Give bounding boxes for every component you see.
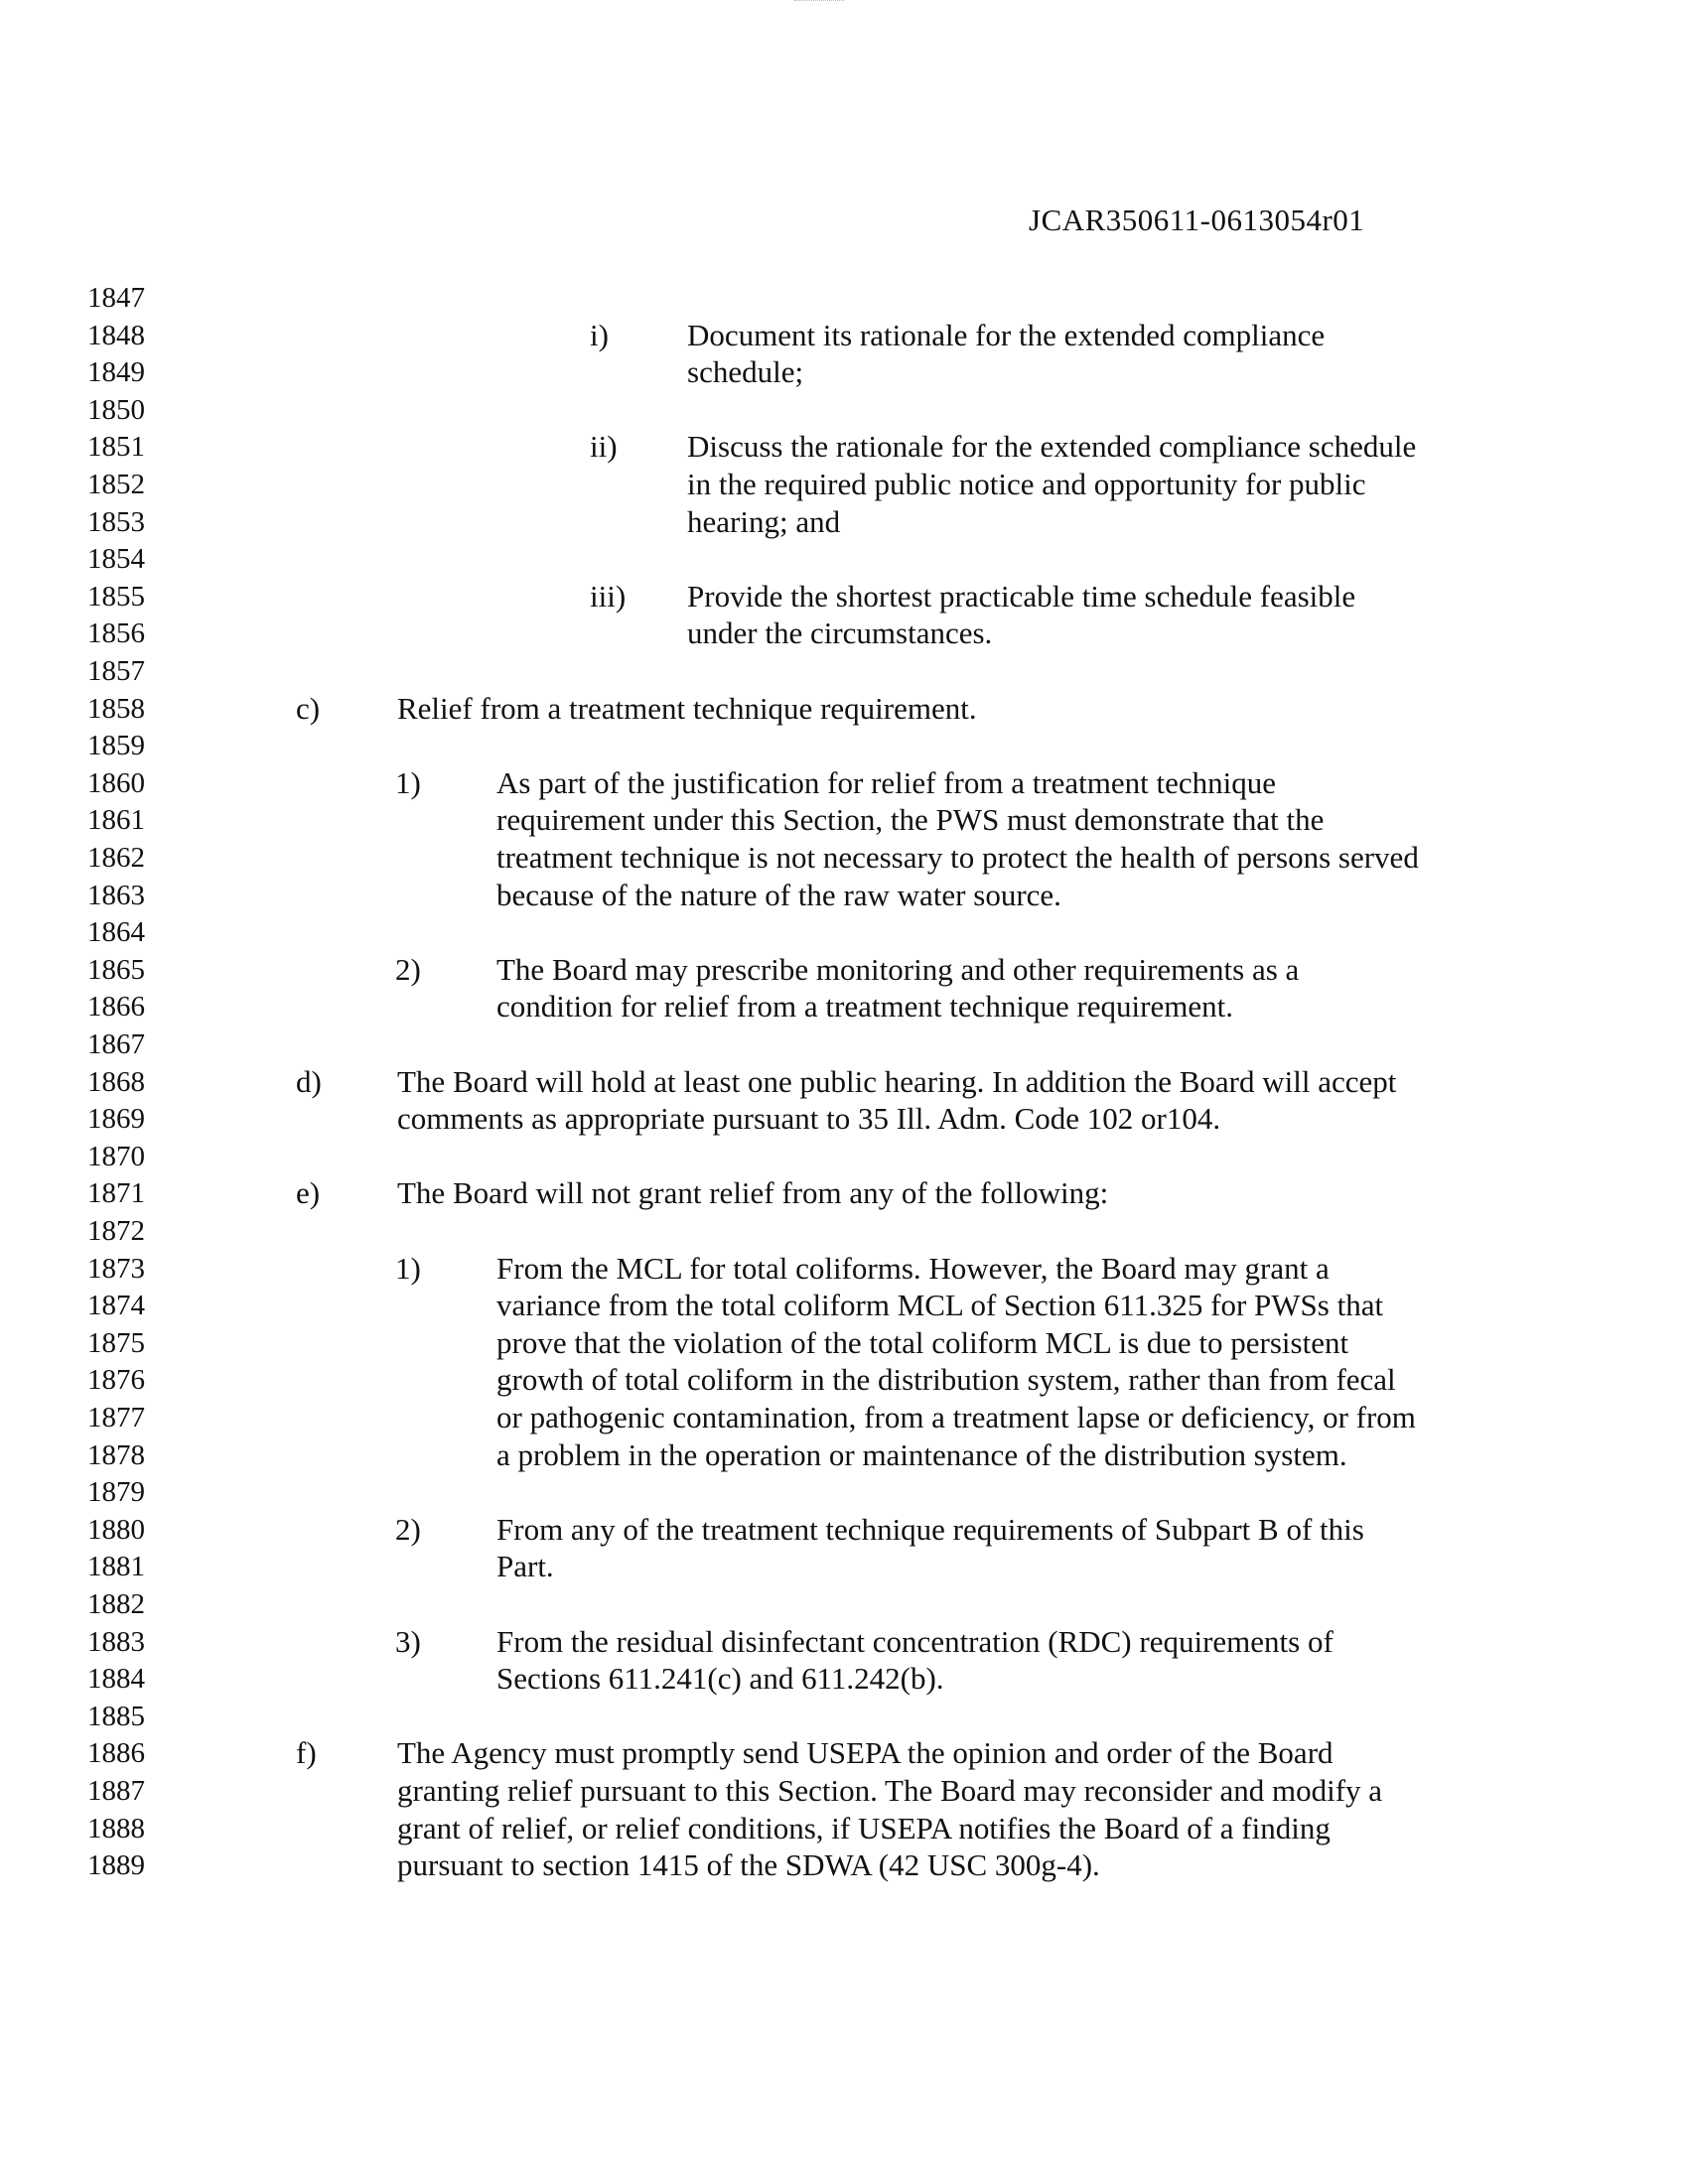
line-number: 1868 bbox=[87, 1065, 145, 1098]
line-number: 1862 bbox=[87, 842, 145, 874]
item-label: ii) bbox=[590, 429, 618, 465]
line-number: 1871 bbox=[87, 1177, 145, 1210]
text-line: Sections 611.241(c) and 611.242(b). bbox=[496, 1661, 944, 1697]
text-line: a problem in the operation or maintenance of the distribution system. bbox=[496, 1436, 1347, 1472]
text-line: growth of total coliform in the distribution system, rather than from fecal bbox=[496, 1362, 1396, 1398]
line-number: 1859 bbox=[87, 730, 145, 762]
text-line: The Board will not grant relief from any of the following: bbox=[397, 1175, 1109, 1211]
line-number: 1851 bbox=[87, 431, 145, 464]
line-number: 1870 bbox=[87, 1140, 145, 1172]
item-label: d) bbox=[296, 1063, 322, 1099]
item-label: i) bbox=[590, 317, 609, 352]
text-line: As part of the justification for relief from a treatment technique bbox=[496, 764, 1277, 800]
line-number: 1852 bbox=[87, 469, 145, 500]
line-number: 1884 bbox=[87, 1663, 145, 1696]
text-line: grant of relief, or relief conditions, if USEPA notifies the Board of a finding bbox=[397, 1810, 1331, 1845]
text-line: or pathogenic contamination, from a treatment lapse or deficiency, or from bbox=[496, 1400, 1416, 1434]
text-line: From the residual disinfectant concentration (RDC) requirements of bbox=[496, 1623, 1333, 1659]
line-number: 1855 bbox=[87, 580, 145, 613]
item-label: f) bbox=[296, 1735, 317, 1771]
line-number: 1875 bbox=[87, 1326, 145, 1359]
line-number: 1864 bbox=[87, 916, 145, 949]
item-label: 2) bbox=[395, 951, 421, 987]
line-number: 1857 bbox=[87, 655, 145, 687]
line-number: 1869 bbox=[87, 1103, 145, 1136]
text-line: granting relief pursuant to this Section. The Board may reconsider and modify a bbox=[397, 1773, 1383, 1808]
item-label: iii) bbox=[590, 578, 627, 614]
line-number: 1850 bbox=[87, 393, 145, 426]
text-line: prove that the violation of the total coliform MCL is due to persistent bbox=[496, 1324, 1349, 1360]
line-number: 1886 bbox=[87, 1737, 145, 1770]
line-number: 1876 bbox=[87, 1364, 145, 1397]
text-line: Relief from a treatment technique requirement. bbox=[397, 690, 977, 726]
text-line: under the circumstances. bbox=[687, 615, 993, 651]
text-line: treatment technique is not necessary to protect the health of persons served bbox=[496, 840, 1419, 875]
line-number: 1867 bbox=[87, 1028, 145, 1060]
line-number: 1853 bbox=[87, 505, 145, 538]
line-number: 1872 bbox=[87, 1215, 145, 1247]
line-number: 1883 bbox=[87, 1625, 145, 1658]
item-label: 1) bbox=[395, 764, 421, 800]
line-number: 1849 bbox=[87, 356, 145, 389]
line-number: 1881 bbox=[87, 1551, 145, 1583]
line-number: 1874 bbox=[87, 1290, 145, 1322]
line-number: 1877 bbox=[87, 1402, 145, 1433]
line-number: 1858 bbox=[87, 692, 145, 725]
line-number: 1880 bbox=[87, 1513, 145, 1546]
text-line: Provide the shortest practicable time schedule feasible bbox=[687, 578, 1356, 614]
text-line: hearing; and bbox=[687, 503, 841, 539]
line-number: 1854 bbox=[87, 543, 145, 576]
line-number: 1847 bbox=[87, 282, 145, 314]
text-line: Document its rationale for the extended compliance bbox=[687, 317, 1326, 352]
line-number: 1879 bbox=[87, 1476, 145, 1509]
line-number: 1885 bbox=[87, 1700, 145, 1732]
line-number: 1888 bbox=[87, 1812, 145, 1844]
text-line: variance from the total coliform MCL of Section 611.325 for PWSs that bbox=[496, 1288, 1384, 1323]
line-number: 1882 bbox=[87, 1588, 145, 1620]
document-id: JCAR350611-0613054r01 bbox=[1029, 203, 1365, 237]
text-line: because of the nature of the raw water source. bbox=[496, 877, 1061, 912]
line-number: 1848 bbox=[87, 319, 145, 351]
line-number: 1856 bbox=[87, 617, 145, 650]
text-line: The Agency must promptly send USEPA the opinion and order of the Board bbox=[397, 1735, 1333, 1771]
item-label: c) bbox=[296, 690, 321, 726]
text-line: in the required public notice and opportunity for public bbox=[687, 467, 1366, 501]
line-number: 1863 bbox=[87, 879, 145, 911]
line-number: 1865 bbox=[87, 953, 145, 986]
text-line: pursuant to section 1415 of the SDWA (42 USC 300g-4). bbox=[397, 1847, 1100, 1883]
item-label: 2) bbox=[395, 1511, 421, 1547]
item-label: 1) bbox=[395, 1250, 421, 1286]
text-line: The Board may prescribe monitoring and other requirements as a bbox=[496, 951, 1300, 987]
line-number: 1873 bbox=[87, 1252, 145, 1285]
scan-artifact bbox=[794, 0, 844, 5]
line-number: 1878 bbox=[87, 1438, 145, 1471]
text-line: The Board will hold at least one public hearing. In addition the Board will accept bbox=[397, 1063, 1397, 1099]
line-number: 1887 bbox=[87, 1775, 145, 1807]
line-number: 1889 bbox=[87, 1849, 145, 1882]
text-line: Discuss the rationale for the extended compliance schedule bbox=[687, 429, 1417, 465]
line-number: 1860 bbox=[87, 766, 145, 799]
text-line: From any of the treatment technique requirements of Subpart B of this bbox=[496, 1511, 1364, 1547]
text-line: condition for relief from a treatment technique requirement. bbox=[496, 989, 1233, 1024]
item-label: 3) bbox=[395, 1623, 421, 1659]
text-line: From the MCL for total coliforms. However, the Board may grant a bbox=[496, 1250, 1330, 1286]
text-line: comments as appropriate pursuant to 35 Ill. Adm. Code 102 or104. bbox=[397, 1101, 1221, 1137]
text-line: requirement under this Section, the PWS must demonstrate that the bbox=[496, 802, 1325, 838]
line-number: 1866 bbox=[87, 991, 145, 1024]
line-number: 1861 bbox=[87, 804, 145, 837]
item-label: e) bbox=[296, 1175, 321, 1211]
text-line: schedule; bbox=[687, 354, 804, 390]
text-line: Part. bbox=[496, 1549, 554, 1584]
